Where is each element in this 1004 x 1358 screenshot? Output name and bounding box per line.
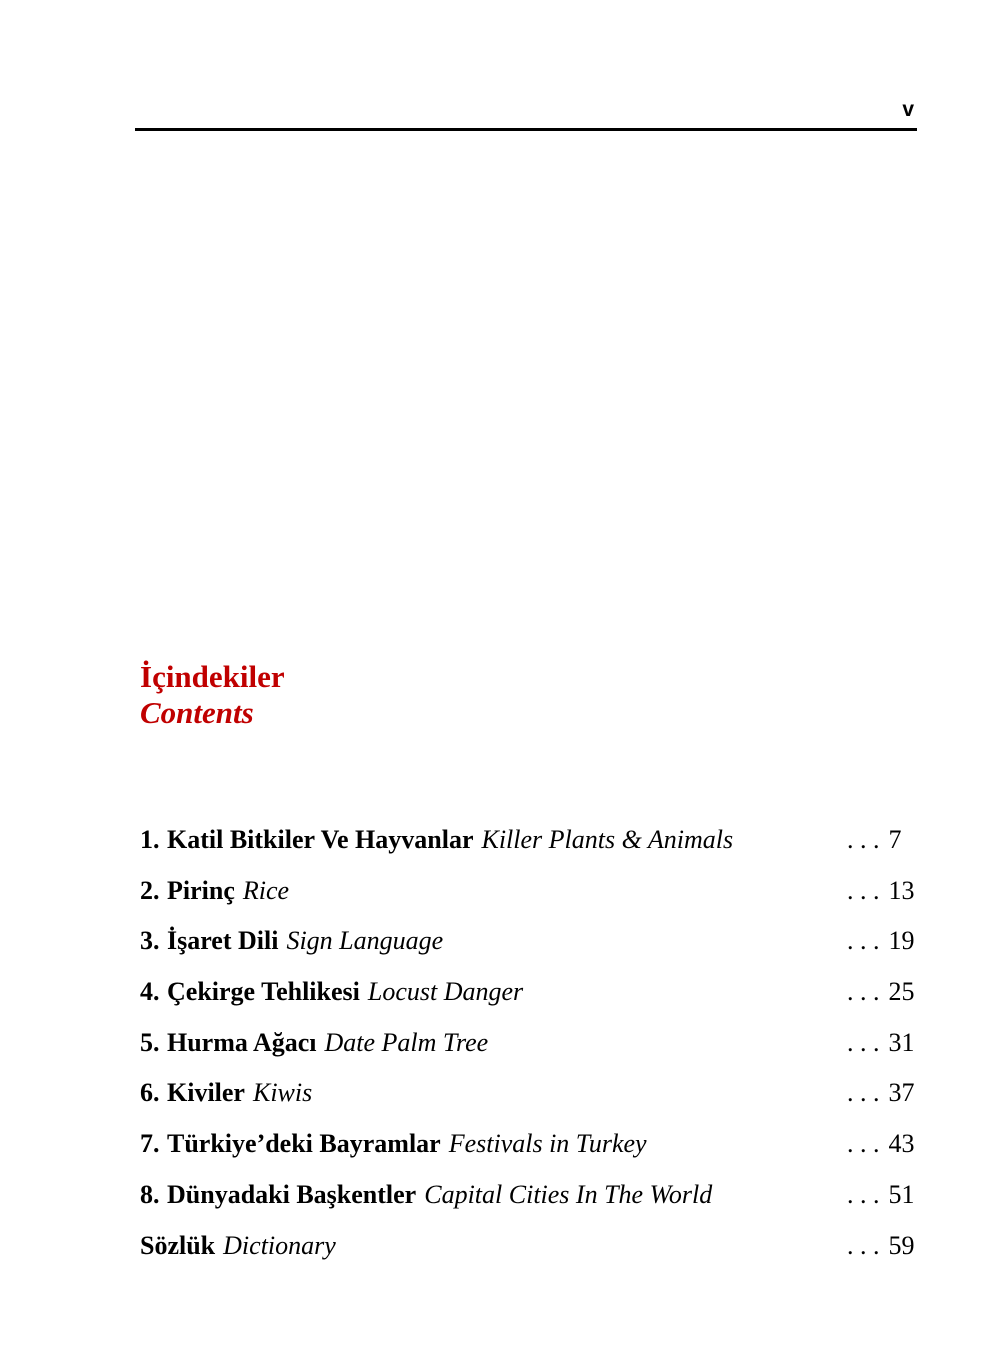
dot-leader: . . . [847,926,880,956]
entry-title-turkish: Çekirge Tehlikesi [167,977,360,1007]
entry-title-turkish: Dünyadaki Başkentler [167,1179,417,1209]
entry-title-english: Rice [242,875,290,905]
entry-title-english: Capital Cities In The World [424,1179,713,1209]
heading-english: Contents [140,695,254,730]
dot-leader: . . . [847,1129,880,1159]
entry-title-english: Kiwis [252,1078,313,1108]
dot-leader: . . . [847,875,880,905]
entry-number: 5. [140,1027,160,1057]
entry-page-group [847,976,915,1007]
toc-entry [140,1179,932,1230]
entry-title-english: Dictionary [223,1230,336,1260]
toc-entry [140,976,932,1027]
entry-page-group [847,1230,915,1261]
entry-page-number: 51 [888,1179,915,1209]
entry-title-turkish: Kiviler [167,1078,245,1108]
toc-entry [140,1077,932,1128]
entry-page-group [847,824,902,855]
entry-number: 8. [140,1179,160,1209]
contents-heading [140,659,285,731]
entry-page-number: 59 [888,1230,915,1260]
dot-leader: . . . [847,1027,880,1057]
toc-entry [140,1027,932,1078]
entry-title-english: Killer Plants & Animals [481,825,734,854]
entry-title-english: Date Palm Tree [324,1027,489,1057]
entry-number: 2. [140,875,160,905]
dot-leader: . . . [847,1078,880,1108]
toc-list [140,824,932,1280]
entry-page-number: 25 [888,977,915,1007]
entry-title-turkish: Türkiye’deki Bayramlar [167,1129,441,1159]
entry-number: 7. [140,1129,160,1159]
entry-title-turkish: Katil Bitkiler Ve Hayvanlar [167,825,474,854]
entry-page-group [847,1179,915,1210]
dot-leader: . . . [847,1230,880,1260]
entry-title-turkish: Pirinç [167,875,235,905]
header-rule [135,128,917,131]
toc-entry [140,925,932,976]
entry-page-group [847,1077,915,1108]
page-number: v [902,98,914,121]
entry-title-english: Locust Danger [367,977,524,1007]
entry-number: 4. [140,977,160,1007]
entry-page-number: 43 [888,1129,915,1159]
entry-page-number: 13 [888,875,915,905]
toc-entry [140,1128,932,1179]
entry-title-english: Sign Language [286,926,444,956]
entry-page-group [847,1027,915,1058]
heading-turkish: İçindekiler [140,659,285,694]
dot-leader: . . . [847,825,880,854]
entry-title-turkish: Sözlük [140,1230,216,1260]
entry-number: 3. [140,926,160,956]
entry-number: 6. [140,1078,160,1108]
entry-page-number: 7 [888,825,902,854]
dot-leader: . . . [847,1179,880,1209]
entry-title-turkish: Hurma Ağacı [167,1027,317,1057]
entry-page-number: 19 [888,926,915,956]
entry-page-number: 31 [888,1027,915,1057]
entry-title-turkish: İşaret Dili [167,926,279,956]
entry-page-group [847,1128,915,1159]
toc-entry [140,1230,932,1281]
entry-page-number: 37 [888,1078,915,1108]
entry-page-group [847,925,915,956]
entry-title-english: Festivals in Turkey [448,1129,647,1159]
dot-leader: . . . [847,977,880,1007]
entry-page-group [847,875,915,906]
toc-entry [140,875,932,926]
entry-number: 1. [140,825,160,854]
toc-entry [140,824,932,875]
